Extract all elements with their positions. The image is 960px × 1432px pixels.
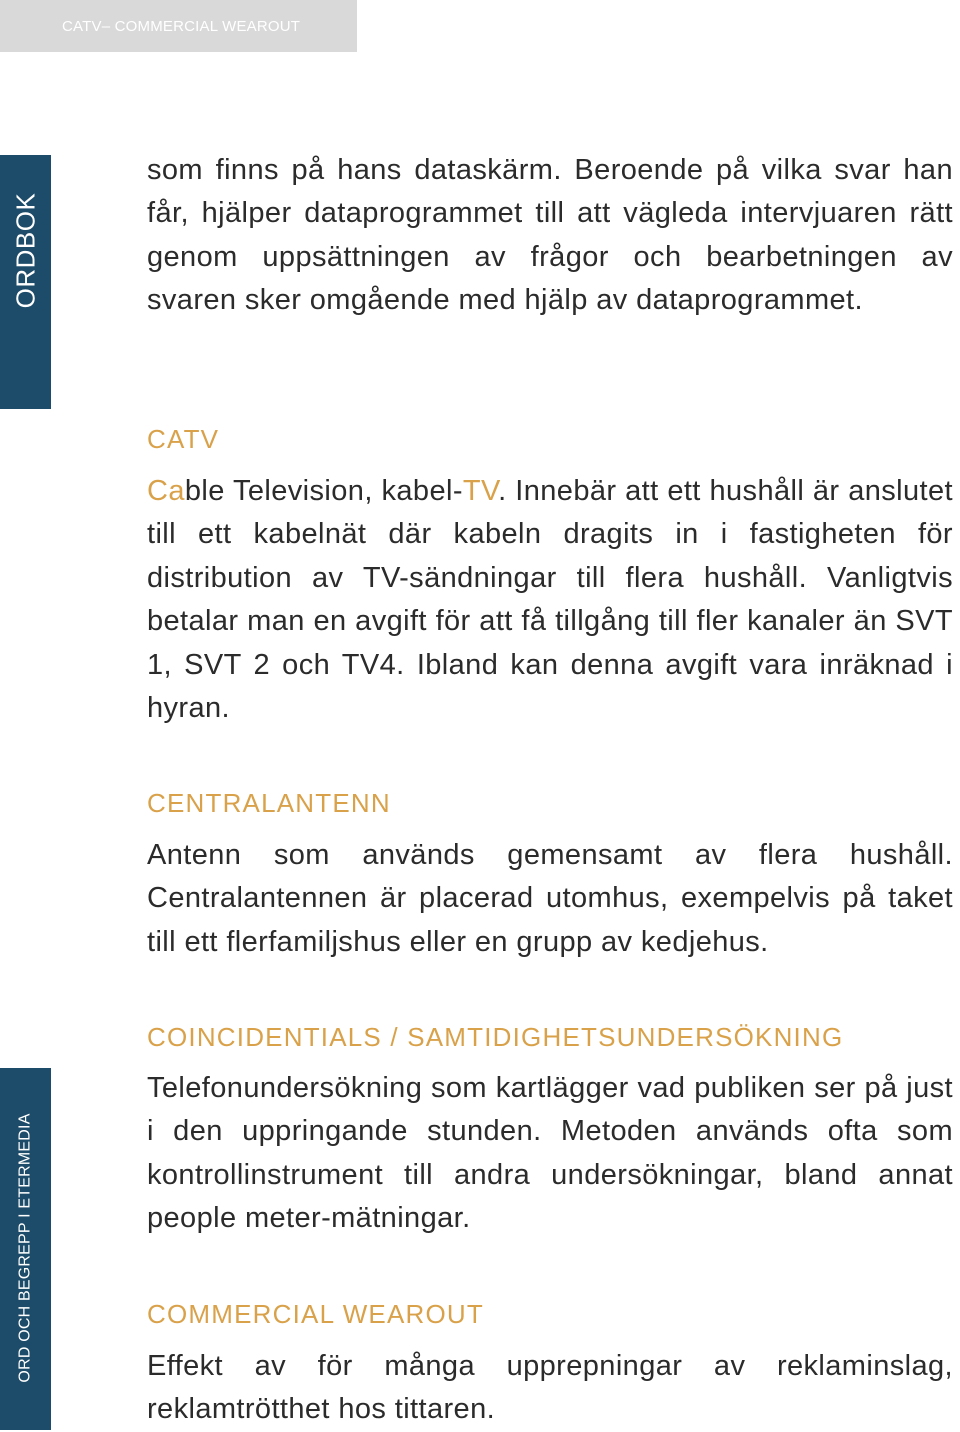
section-tab <box>0 155 51 550</box>
term-centralantenn: CENTRALANTENN <box>147 788 391 818</box>
section-tab-label: ORDBOK <box>10 192 40 308</box>
intro-paragraph: som finns på hans dataskärm. Beroende på vilka svar han får, hjälper dataprogrammet till att vägleda intervjuaren rätt genom uppsättningen av frågor och bearbetningen av svaren sker omgående med hjälp av dataprogrammet. <box>147 154 953 317</box>
term-commercial-wearout: COMMERCIAL WEAROUT <box>147 1299 484 1329</box>
book-title-label: ORD OCH BEGREPP I ETERMEDIA <box>16 1113 34 1383</box>
definition-centralantenn: Antenn som används gemensamt av flera hushåll. Centralantennen är placerad utomhus, exempelvis på taket till ett flerfamiljshus eller en grupp av kedjehus. <box>147 839 953 958</box>
definition-catv-text-2: . Innebär att ett hushåll är anslutet till ett kabelnät där kabeln dragits in i fastigheten för distribution av TV-sändningar till flera hushåll. Vanligtvis betalar man en avgift för att få tillgång till fler kanaler än SVT 1, SVT 2 och TV4. Ibland kan denna avgift vara inräknad i hyran. <box>147 475 953 725</box>
definition-catv <box>147 470 953 730</box>
section-tab-divider <box>0 489 51 490</box>
definition-coincidentials: Telefonundersökning som kartlägger vad publiken ser på just i den uppringande stunden. Metoden används ofta som kontrollinstrument till andra undersökningar, bland annat people meter-mätningar. <box>147 1072 953 1235</box>
book-title-tab <box>0 1068 51 1430</box>
running-header <box>0 0 357 52</box>
running-title: CATV– COMMERCIAL WEAROUT <box>62 18 301 35</box>
term-catv: CATV <box>147 424 220 454</box>
definition-catv-text-1: ble Television, kabel- <box>184 475 463 507</box>
page-number: 12 <box>12 523 39 550</box>
term-coincidentials: COINCIDENTIALS / SAMTIDIGHETSUNDERSÖKNING <box>147 1022 844 1052</box>
definition-commercial-wearout: Effekt av för många upprepningar av reklaminslag, reklamtrötthet hos tittaren. <box>147 1350 953 1426</box>
definition-catv-highlight-1: Ca <box>147 475 185 507</box>
definition-catv-highlight-2: TV <box>462 475 499 507</box>
